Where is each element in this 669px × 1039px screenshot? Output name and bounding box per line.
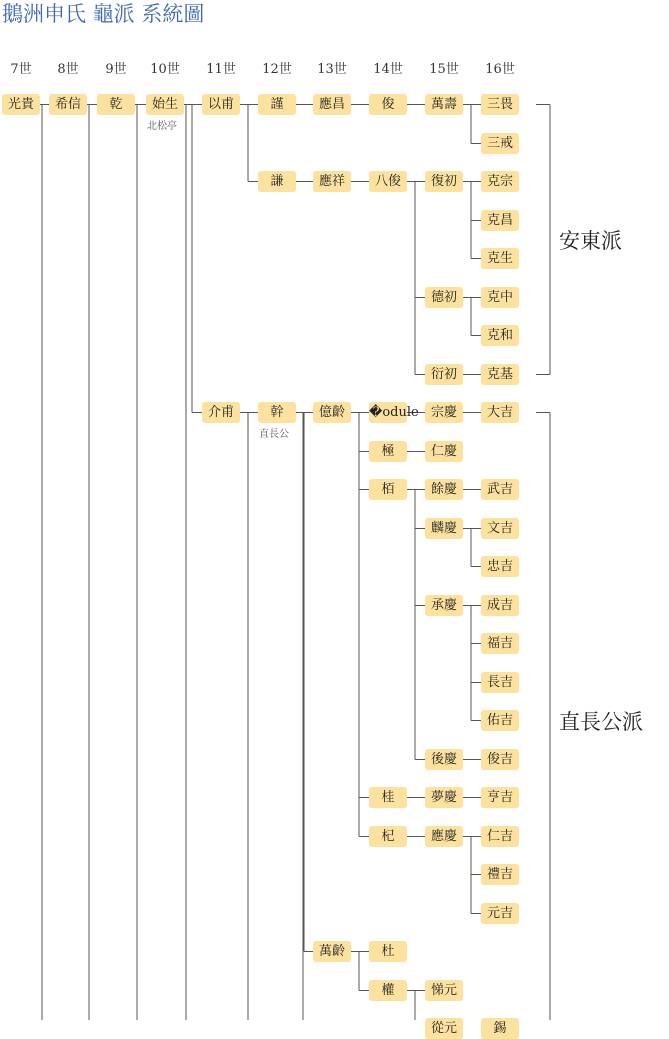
person-node[interactable]: 極: [369, 441, 407, 462]
person-note: 北松亭: [147, 121, 177, 132]
person-node[interactable]: �odule: [369, 402, 407, 423]
person-node[interactable]: 幹: [258, 402, 296, 423]
page-title: 鵝洲申氏 龜派 系統圖: [2, 2, 205, 26]
person-node[interactable]: 謹: [258, 94, 296, 115]
generation-label: 13世: [317, 62, 347, 77]
person-node[interactable]: 杜: [369, 941, 407, 962]
person-node[interactable]: 八俊: [369, 171, 407, 192]
generation-label: 9世: [105, 62, 127, 77]
person-node[interactable]: 以甫: [202, 94, 240, 115]
person-node[interactable]: 文吉: [481, 518, 519, 539]
person-node[interactable]: 應昌: [313, 94, 351, 115]
person-node[interactable]: 忠吉: [481, 556, 519, 577]
person-node[interactable]: 三戒: [481, 133, 519, 154]
generation-label: 12世: [262, 62, 292, 77]
person-node[interactable]: 武吉: [481, 479, 519, 500]
generation-label: 14世: [373, 62, 403, 77]
generation-label: 11世: [206, 62, 236, 77]
generation-label: 7世: [10, 62, 32, 77]
person-node[interactable]: 萬壽: [425, 94, 463, 115]
person-node[interactable]: 宗慶: [425, 402, 463, 423]
person-node[interactable]: 桂: [369, 787, 407, 808]
person-node[interactable]: 乾: [97, 94, 135, 115]
person-node[interactable]: 三畏: [481, 94, 519, 115]
generation-label: 8世: [57, 62, 79, 77]
person-node[interactable]: 後慶: [425, 749, 463, 770]
person-node[interactable]: 億齡: [313, 402, 351, 423]
person-node[interactable]: 大吉: [481, 402, 519, 423]
person-node[interactable]: 克和: [481, 325, 519, 346]
person-node[interactable]: 應慶: [425, 826, 463, 847]
person-node[interactable]: 應祥: [313, 171, 351, 192]
person-node[interactable]: 錫: [481, 1018, 519, 1039]
person-node[interactable]: 麟慶: [425, 518, 463, 539]
generation-label: 10世: [150, 62, 180, 77]
person-node[interactable]: 元吉: [481, 903, 519, 924]
generation-label: 16世: [485, 62, 515, 77]
person-node[interactable]: 衍初: [425, 364, 463, 385]
person-node[interactable]: 栢: [369, 479, 407, 500]
person-note: 直長公: [259, 429, 289, 440]
person-node[interactable]: 餘慶: [425, 479, 463, 500]
person-node[interactable]: 夢慶: [425, 787, 463, 808]
person-node[interactable]: 佑吉: [481, 710, 519, 731]
person-node[interactable]: 克生: [481, 248, 519, 269]
person-node[interactable]: 謙: [258, 171, 296, 192]
branch-label: 直長公派: [559, 710, 643, 734]
person-node[interactable]: 仁吉: [481, 826, 519, 847]
person-node[interactable]: 福吉: [481, 633, 519, 654]
person-node[interactable]: 長吉: [481, 672, 519, 693]
person-node[interactable]: 仁慶: [425, 441, 463, 462]
person-node[interactable]: 亨吉: [481, 787, 519, 808]
person-node[interactable]: 俊: [369, 94, 407, 115]
person-node[interactable]: 光貴: [2, 94, 40, 115]
person-node[interactable]: 承慶: [425, 595, 463, 616]
generation-label: 15世: [429, 62, 459, 77]
person-node[interactable]: 權: [369, 980, 407, 1001]
person-node[interactable]: 克基: [481, 364, 519, 385]
person-node[interactable]: 克中: [481, 287, 519, 308]
person-node[interactable]: 俊吉: [481, 749, 519, 770]
person-node[interactable]: 德初: [425, 287, 463, 308]
person-node[interactable]: 克昌: [481, 210, 519, 231]
person-node[interactable]: 介甫: [202, 402, 240, 423]
person-node[interactable]: 從元: [425, 1018, 463, 1039]
person-node[interactable]: 萬齡: [313, 941, 351, 962]
branch-label: 安東派: [559, 229, 622, 253]
person-node[interactable]: 希信: [49, 94, 87, 115]
person-node[interactable]: 禮吉: [481, 864, 519, 885]
person-node[interactable]: 悌元: [425, 980, 463, 1001]
person-node[interactable]: 復初: [425, 171, 463, 192]
person-node[interactable]: 成吉: [481, 595, 519, 616]
person-node[interactable]: 始生: [146, 94, 184, 115]
person-node[interactable]: 杞: [369, 826, 407, 847]
person-node[interactable]: 克宗: [481, 171, 519, 192]
